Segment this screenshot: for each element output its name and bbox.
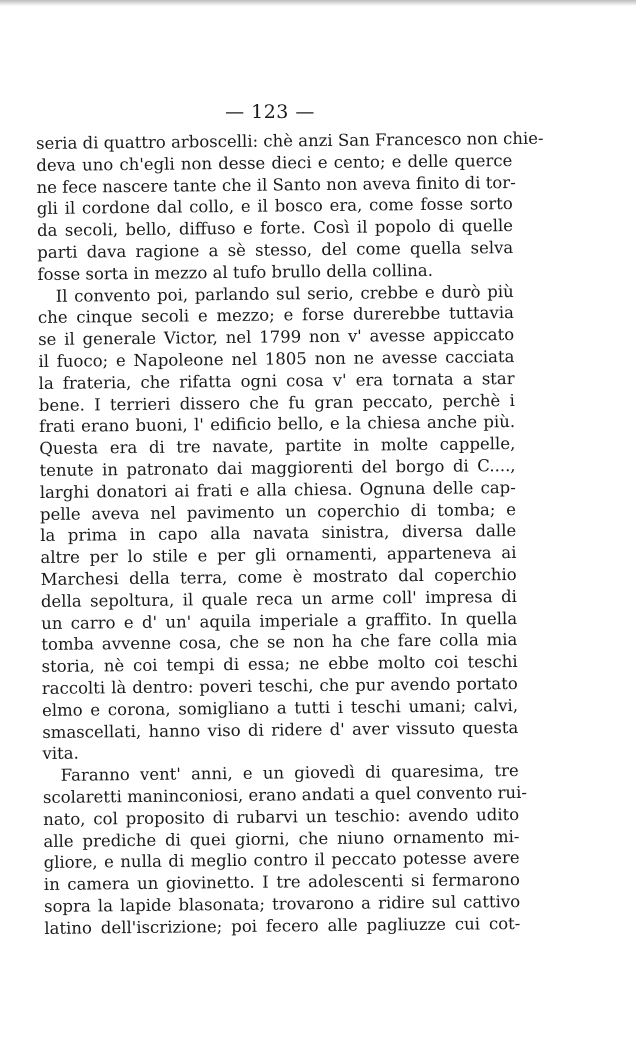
text-line: smascellati, hanno viso di ridere d' aver vissuto questa xyxy=(42,717,519,742)
text-line: gli il cordone dal collo, e il bosco era, come fosse sorto xyxy=(36,194,513,219)
text-line: pelle aveva nel pavimento un coperchio di tomba; e xyxy=(39,499,517,524)
text-line: latino dell'iscrizione; poi fecero alle pagliuzze cui cot- xyxy=(44,913,521,938)
text-line: altre per lo stile e per gli ornamenti, apparteneva ai xyxy=(40,543,517,568)
text-line: da secoli, bello, diffuso e forte. Così il popolo di quelle xyxy=(36,216,514,241)
text-line: alle prediche di quei giorni, che niuno ornamento mi- xyxy=(43,826,520,851)
text-line: che cinque secoli e mezzo; e forse durerebbe tuttavia xyxy=(37,303,515,328)
text-line: se il generale Victor, nel 1799 non v' avesse appiccato xyxy=(38,325,515,350)
text-line: storia, nè coi tempi di essa; ne ebbe molto coi teschi xyxy=(41,652,518,677)
text-line: Il convento poi, parlando sul serio, crebbe e durò più xyxy=(55,281,514,306)
text-line: deva uno ch'egli non desse dieci e cento; e delle querce xyxy=(36,150,513,175)
text-line: larghi donatori ai frati e alla chiesa. Ognuna delle cap- xyxy=(39,477,516,502)
text-line: la frateria, che rifatta ogni cosa v' era tornata a star xyxy=(38,368,515,393)
text-line: Faranno vent' anni, e un giovedì di quaresima, tre xyxy=(60,761,519,785)
page-top-edge xyxy=(0,0,636,6)
text-line: sopra la lapide blasonata; trovarono a ridire sul cattivo xyxy=(43,891,521,916)
body-text xyxy=(36,128,544,939)
text-line: seria di quattro arboscelli: chè anzi San Francesco non chie- xyxy=(36,128,544,153)
text-line: parti dava ragione a sè stesso, del come quella selva xyxy=(37,237,514,262)
text-line: scolaretti maninconiosi, erano andati a quel convento rui- xyxy=(42,782,528,807)
text-line: fosse sorta in mezzo al tufo brullo della collina. xyxy=(37,260,434,284)
text-line: il fuoco; e Napoleone nel 1805 non ne avesse cacciata xyxy=(38,346,515,371)
text-line: Marchesi della terra, come è mostrato dal coperchio xyxy=(40,564,517,589)
page-number: — 123 — xyxy=(225,101,315,123)
text-line: la prima in capo alla navata sinistra, diversa dalle xyxy=(40,521,517,546)
text-line: raccolti là dentro: poveri teschi, che pur avendo portato xyxy=(41,673,518,698)
text-line: bene. I terrieri dissero che fu gran peccato, perchè i xyxy=(38,390,515,415)
text-line: elmo e corona, somigliano a tutti i teschi umani; calvi, xyxy=(41,695,519,720)
text-line: ne fece nascere tante che il Santo non aveva finito di tor- xyxy=(36,172,516,197)
text-line: tenute in patronato dai maggiorenti del borgo di C...., xyxy=(39,455,516,480)
text-line: in camera un giovinetto. I tre adolescenti si fermarono xyxy=(43,870,520,895)
text-line: vita. xyxy=(42,743,79,764)
text-line: tomba avvenne cosa, che se non ha che fare colla mia xyxy=(41,630,518,655)
text-line: Questa era di tre navate, partite in molte cappelle, xyxy=(39,434,516,459)
text-line: frati erano buoni, l' edificio bello, e la chiesa anche più. xyxy=(38,412,516,437)
text-line: gliore, e nulla di meglio contro il peccato potesse avere xyxy=(43,848,520,873)
text-line: un carro e d' un' aquila imperiale a graffito. In quella xyxy=(41,608,518,633)
text-line: della sepoltura, il quale reca un arme coll' impresa di xyxy=(40,586,517,611)
text-line: nato, col proposito di rubarvi un teschio: avendo udito xyxy=(43,804,520,829)
